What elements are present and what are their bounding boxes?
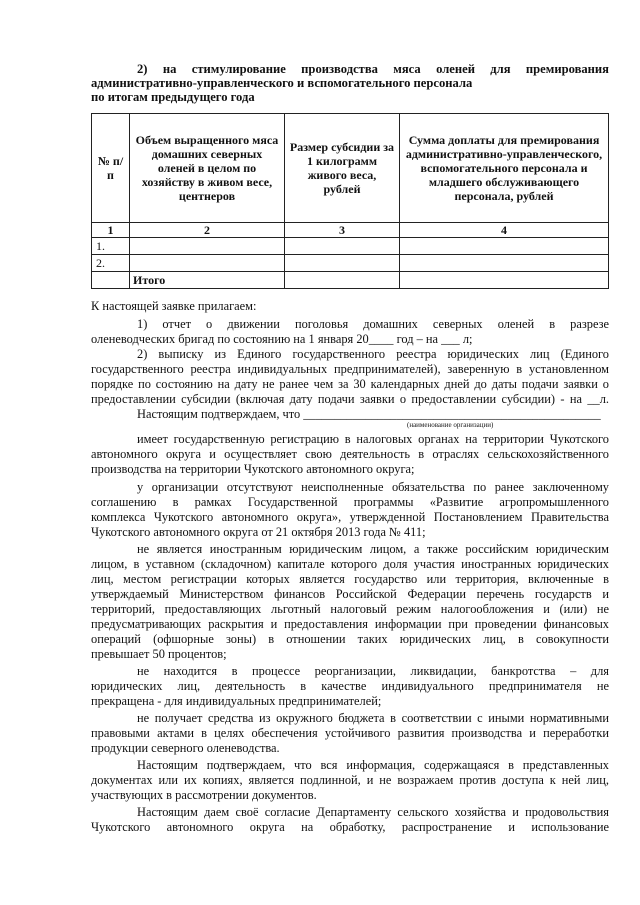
table-cell: [400, 272, 609, 289]
text-line: комплекса Чукотского автономного округа», утвержденной Постановлением Правительства: [91, 510, 609, 524]
text-line: прекращена - для индивидуальных предпринимателей;: [91, 694, 382, 708]
table-row: [92, 255, 609, 272]
text-line: юридических лиц, деятельность в качестве индивидуального предпринимателя не: [91, 679, 609, 693]
total-label: Итого: [130, 272, 285, 289]
text-line: продукции северного оленеводства.: [91, 741, 280, 755]
text-line: соглашению в рамках Государственной программы «Развитие агропромышленного: [91, 495, 609, 509]
text-line: Настоящим подтверждаем, что вся информация, содержащаяся в представленных: [137, 758, 609, 772]
table-cell: 1.: [92, 238, 130, 255]
header-volume: Объем выращенного мяса домашних северных оленей в целом по хозяйству в живом весе, центнеров: [130, 114, 285, 223]
text-line: государственного реестра индивидуальных предпринимателей), заверенную в установленном: [91, 362, 609, 376]
text-line: производства на территории Чукотского автономного округа;: [91, 462, 415, 476]
header-number: № п/п: [92, 114, 130, 223]
text-line: не является иностранным юридическим лицом, а также российским юридическим: [137, 542, 609, 556]
table-cell: 2.: [92, 255, 130, 272]
heading-line: по итогам предыдущего года: [91, 90, 255, 104]
text-line: 2) выписку из Единого государственного реестра юридических лиц (Единого: [137, 347, 609, 361]
table-cell: [285, 255, 400, 272]
text-line: порядке по состоянию на дату не ранее чем за 30 календарных дней до даты подачи заявки о: [91, 377, 609, 391]
table-cell: [400, 255, 609, 272]
text-line: автономного округа и осуществляет свою деятельность в отраслях сельскохозяйственного: [91, 447, 609, 461]
text-line: Чукотского автономного округа на обработку, распространение и использование: [91, 820, 609, 834]
text-line: лиц, местом регистрации которых является государство или территория, включенные в: [91, 572, 609, 586]
org-name-caption: (наименование организации): [407, 421, 494, 429]
text-line: Настоящим подтверждаем, что ________________________________________________: [137, 407, 601, 421]
text-line: предусматривающих раскрытия и предоставления информации при проведении финансовых: [91, 617, 609, 631]
column-number: 3: [285, 223, 400, 238]
text-line: не находится в процессе реорганизации, ликвидации, банкротства – для: [137, 664, 609, 678]
text-line: не получает средства из окружного бюджета в соответствии с иными нормативными: [137, 711, 609, 725]
table-cell: [130, 255, 285, 272]
column-number: 2: [130, 223, 285, 238]
text-line: документах или их копиях, является подлинной, и не возражаем против доступа к ней лиц,: [91, 773, 609, 787]
table-row: [92, 238, 609, 255]
header-payment: Сумма доплаты для премирования административно-управленческого, вспомогательного персонала и младшего обслуживающего персонала, рублей: [400, 114, 609, 223]
attachments-intro: К настоящей заявке прилагаем:: [91, 299, 257, 313]
text-line: у организации отсутствуют неисполненные обязательства по ранее заключенному: [137, 480, 609, 494]
table-cell: [285, 238, 400, 255]
text-line: операций (офшорные зоны) в отношении таких юридических лиц, в совокупности: [91, 632, 609, 646]
text-line: Чукотского автономного округа от 21 октября 2013 года № 411;: [91, 525, 426, 539]
text-line: предоставлении субсидии (включая дату подачи заявки о предоставлении субсидии) - на __л.: [91, 392, 609, 406]
table-cell: [92, 272, 130, 289]
text-line: имеет государственную регистрацию в налоговых органах на территории Чукотского: [137, 432, 609, 446]
text-line: Настоящим даем своё согласие Департаменту сельского хозяйства и продовольствия: [137, 805, 609, 819]
text-line: утверждаемый Министерством финансов Российской Федерации перечень государств и: [91, 587, 609, 601]
text-line: превышает 50 процентов;: [91, 647, 227, 661]
text-line: территорий, предоставляющих льготный налоговый режим налогообложения и (или) не: [91, 602, 609, 616]
subsidy-table: [91, 113, 609, 289]
text-line: участвующих в рассмотрении документов.: [91, 788, 317, 802]
heading-line: 2) на стимулирование производства мяса оленей для премирования: [137, 62, 609, 76]
table-header-row: [92, 114, 609, 223]
total-row: [92, 272, 609, 289]
column-number: 4: [400, 223, 609, 238]
heading-line: административно-управленческого и вспомогательного персонала: [91, 76, 473, 90]
column-number: 1: [92, 223, 130, 238]
table-cell: [130, 238, 285, 255]
table-cell: [400, 238, 609, 255]
header-rate: Размер субсидии за 1 килограмм живого веса, рублей: [285, 114, 400, 223]
table-cell: [285, 272, 400, 289]
text-line: 1) отчет о движении поголовья домашних северных оленей в разрезе: [137, 317, 609, 331]
column-number-row: [92, 223, 609, 238]
text-line: лицом, в уставном (складочном) капитале которого доля участия иностранных юридических: [91, 557, 609, 571]
text-line: оленеводческих бригад по состоянию на 1 января 20____ год – на ___ л;: [91, 332, 473, 346]
text-line: правовыми актами в целях обеспечения устойчивого развития производства и переработки: [91, 726, 609, 740]
